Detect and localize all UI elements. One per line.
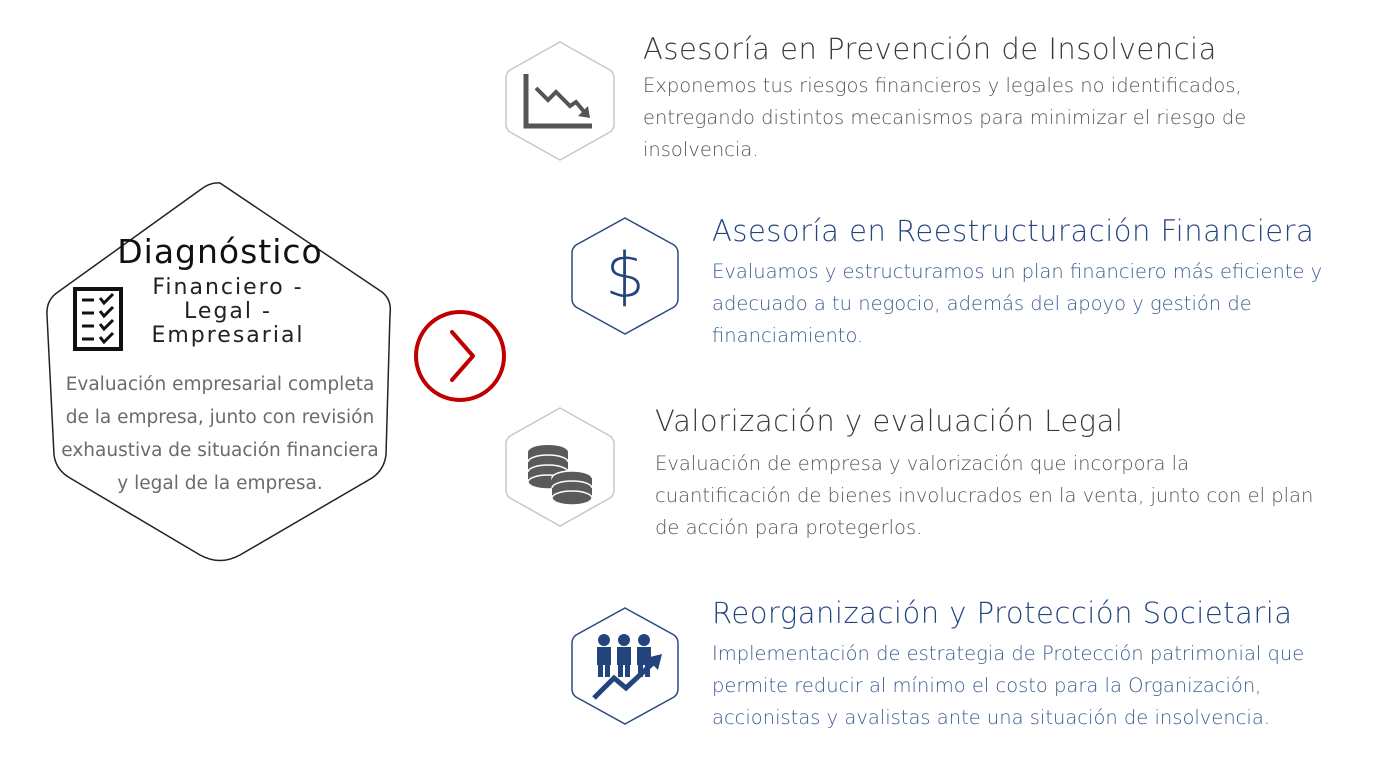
dollar-sign-icon: $ [605, 239, 645, 312]
checklist-icon [72, 286, 124, 352]
service-title: Asesoría en Reestructuración Financiera [712, 214, 1315, 248]
service-title: Asesoría en Prevención de Insolvencia [643, 32, 1217, 66]
diagnostic-subtitle [128, 276, 328, 348]
trend-down-chart-icon [520, 70, 596, 132]
coins-stack-icon [522, 442, 598, 508]
service-description: Evaluamos y estructuramos un plan financiero más eficiente y adecuado a tu negocio, además del apoyo y gestión de financiamiento. [712, 260, 1323, 347]
service-description: Evaluación de empresa y valorización que incorpora la cuantificación de bienes involucrados en la venta, junto con el plan de acción para protegerlos. [655, 452, 1314, 539]
diagnostic-subtitle-line: Financiero - [152, 275, 304, 300]
diagnostic-title: Diagnóstico [117, 232, 323, 271]
service-description: Exponemos tus riesgos financieros y legales no identificados, entregando distintos mecanismos para minimizar el riesgo de insolvencia. [643, 74, 1247, 161]
service-title: Reorganización y Protección Societaria [712, 596, 1293, 630]
people-growth-icon [588, 632, 668, 702]
diagnostic-description: Evaluación empresarial completa de la empresa, junto con revisión exhaustiva de situación financiera y legal de la empresa. [61, 374, 379, 494]
service-description: Implementación de estrategia de Protección patrimonial que permite reducir al mínimo el costo para la Organización, accionistas y avalistas ante una situación de insolvencia. [712, 642, 1305, 729]
service-title: Valorización y evaluación Legal [655, 404, 1124, 438]
chevron-right-icon [410, 306, 510, 406]
diagnostic-subtitle-line: Empresarial [151, 323, 305, 348]
diagnostic-subtitle-line: Legal - [184, 299, 272, 324]
